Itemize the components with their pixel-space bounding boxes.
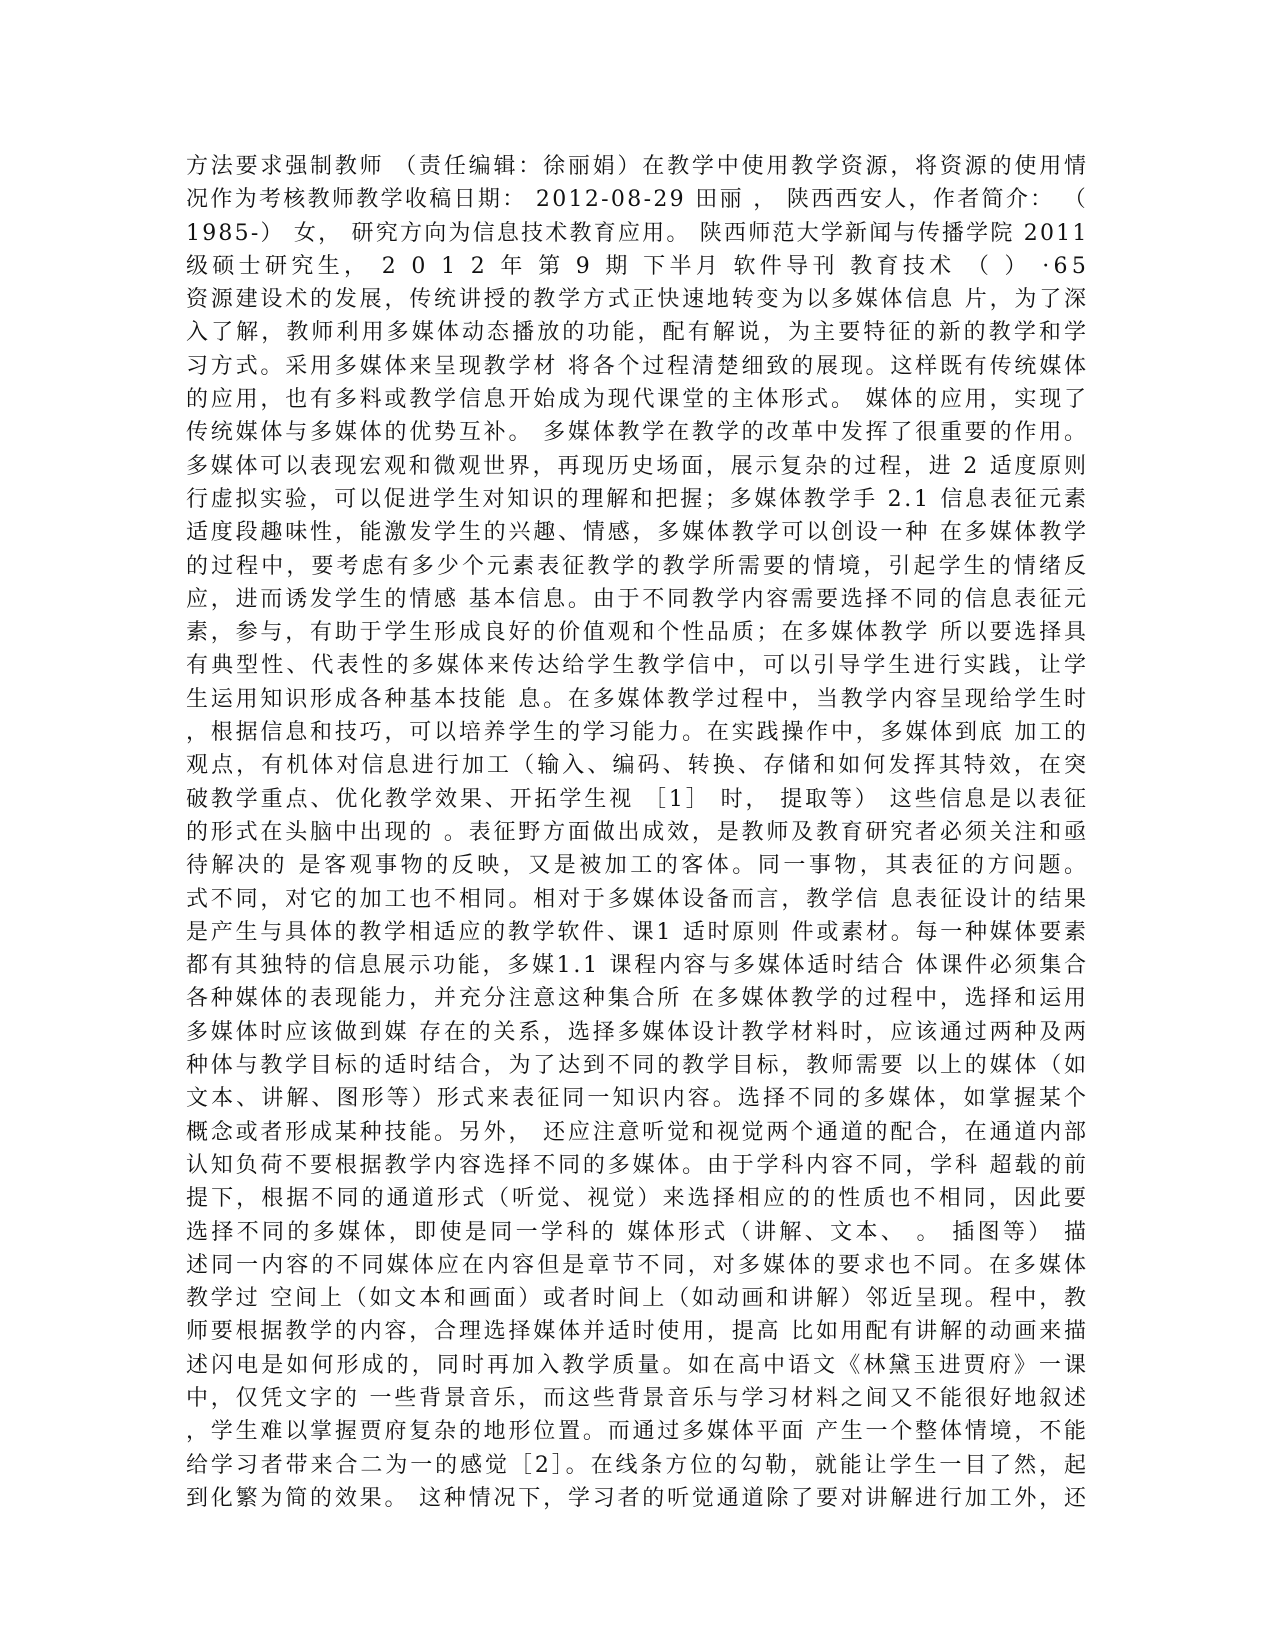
text-line: 的过程中，要考虑有多少个元素表征教学的教学所需要的情境，引起学生的情绪反 bbox=[186, 553, 1090, 579]
text-line: 适度段趣味性，能激发学生的兴趣、情感，多媒体教学可以创设一种 在多媒体教学 bbox=[186, 520, 1089, 546]
text-line: 破教学重点、优化教学效果、开拓学生视 ［1］ 时， 提取等） 这些信息是以表征 bbox=[186, 786, 1089, 812]
text-line: 传统媒体与多媒体的优势互补。 多媒体教学在教学的改革中发挥了很重要的作用。 bbox=[186, 420, 1089, 446]
text-line: 待解决的 是客观事物的反映，又是被加工的客体。同一事物，其表征的方问题。 bbox=[186, 853, 1090, 879]
text-line: 文本、讲解、图形等）形式来表征同一知识内容。选择不同的多媒体，如掌握某个 bbox=[186, 1086, 1090, 1112]
text-line: 1985-） 女， 研究方向为信息技术教育应用。 陕西师范大学新闻与传播学院 2011 bbox=[186, 220, 1089, 246]
text-line: 种体与教学目标的适时结合，为了达到不同的教学目标，教师需要 以上的媒体（如 bbox=[186, 1053, 1089, 1079]
text-line: 到化繁为简的效果。 这种情况下，学习者的听觉通道除了要对讲解进行加工外，还 bbox=[186, 1485, 1089, 1511]
text-line: 况作为考核教师教学收稿日期： 2012-08-29 田丽 ， 陕西西安人，作者简介： （ bbox=[186, 187, 1089, 213]
text-line: 是产生与具体的教学相适应的教学软件、课1 适时原则 件或素材。每一种媒体要素 bbox=[186, 919, 1089, 945]
text-line: 概念或者形成某种技能。另外， 还应注意听觉和视觉两个通道的配合，在通道内部 bbox=[186, 1119, 1089, 1145]
text-line: 中，仅凭文字的 一些背景音乐，而这些背景音乐与学习材料之间又不能很好地叙述 bbox=[186, 1385, 1089, 1411]
text-line: 资源建设术的发展，传统讲授的教学方式正快速地转变为以多媒体信息 片，为了深 bbox=[186, 287, 1089, 313]
text-line: 述闪电是如何形成的，同时再加入教学质量。如在高中语文《林黛玉进贾府》一课 bbox=[186, 1352, 1090, 1378]
text-line: 应，进而诱发学生的情感 基本信息。由于不同教学内容需要选择不同的信息表征元 bbox=[186, 586, 1089, 612]
text-line: 给学习者带来合二为一的感觉［2］。在线条方位的勾勒，就能让学生一目了然，起 bbox=[186, 1452, 1089, 1478]
text-line: 认知负荷不要根据教学内容选择不同的多媒体。由于学科内容不同，学科 超载的前 bbox=[186, 1152, 1089, 1178]
article-body bbox=[186, 150, 1091, 1515]
text-line: 都有其独特的信息展示功能，多媒1.1 课程内容与多媒体适时结合 体课件必须集合 bbox=[186, 953, 1089, 979]
text-line: 有典型性、代表性的多媒体来传达给学生教学信中，可以引导学生进行实践，让学 bbox=[186, 653, 1090, 679]
text-line: 多媒体时应该做到媒 存在的关系，选择多媒体设计教学材料时，应该通过两种及两 bbox=[186, 1019, 1089, 1045]
text-line: 生运用知识形成各种基本技能 息。在多媒体教学过程中，当教学内容呈现给学生时 bbox=[186, 686, 1089, 712]
text-line: 级硕士研究生， 2 0 1 2 年 第 9 期 下半月 软件导刊 教育技术 （ ） ·65 bbox=[186, 253, 1091, 279]
text-line: 多媒体可以表现宏观和微观世界，再现历史场面，展示复杂的过程，进 2 适度原则 bbox=[186, 453, 1089, 479]
text-line: 提下，根据不同的通道形式（听觉、视觉）来选择相应的的性质也不相同，因此要 bbox=[186, 1186, 1090, 1212]
text-line: 各种媒体的表现能力，并充分注意这种集合所 在多媒体教学的过程中，选择和运用 bbox=[186, 986, 1089, 1012]
text-line: 习方式。采用多媒体来呈现教学材 将各个过程清楚细致的展现。这样既有传统媒体 bbox=[186, 353, 1089, 379]
text-line: 方法要求强制教师 （责任编辑：徐丽娟）在教学中使用教学资源，将资源的使用情 bbox=[186, 154, 1089, 179]
text-line: ，学生难以掌握贾府复杂的地形位置。而通过多媒体平面 产生一个整体情境，不能 bbox=[186, 1419, 1089, 1445]
text-line: 行虚拟实验，可以促进学生对知识的理解和把握；多媒体教学手 2.1 信息表征元素 bbox=[186, 486, 1089, 512]
text-line: 的应用，也有多料或教学信息开始成为现代课堂的主体形式。 媒体的应用，实现了 bbox=[186, 387, 1089, 413]
text-line: 式不同，对它的加工也不相同。相对于多媒体设备而言，教学信 息表征设计的结果 bbox=[186, 886, 1089, 912]
text-line: 观点，有机体对信息进行加工（输入、编码、转换、存储和如何发挥其特效，在突 bbox=[186, 753, 1090, 779]
text-line: 选择不同的多媒体，即使是同一学科的 媒体形式（讲解、文本、 。 插图等） 描 bbox=[186, 1219, 1090, 1245]
text-line: 教学过 空间上（如文本和画面）或者时间上（如动画和讲解）邻近呈现。程中，教 bbox=[186, 1286, 1089, 1312]
text-line: 述同一内容的不同媒体应在内容但是章节不同，对多媒体的要求也不同。在多媒体 bbox=[186, 1252, 1090, 1278]
text-line: 的形式在头脑中出现的 。表征野方面做出成效，是教师及教育研究者必须关注和亟 bbox=[186, 819, 1089, 845]
text-line: ，根据信息和技巧，可以培养学生的学习能力。在实践操作中，多媒体到底 加工的 bbox=[186, 720, 1089, 746]
text-line: 入了解，教师利用多媒体动态播放的功能，配有解说，为主要特征的新的教学和学 bbox=[186, 320, 1090, 346]
text-line: 素，参与，有助于学生形成良好的价值观和个性品质；在多媒体教学 所以要选择具 bbox=[186, 620, 1089, 646]
text-line: 师要根据教学的内容，合理选择媒体并适时使用，提高 比如用配有讲解的动画来描 bbox=[186, 1319, 1089, 1345]
